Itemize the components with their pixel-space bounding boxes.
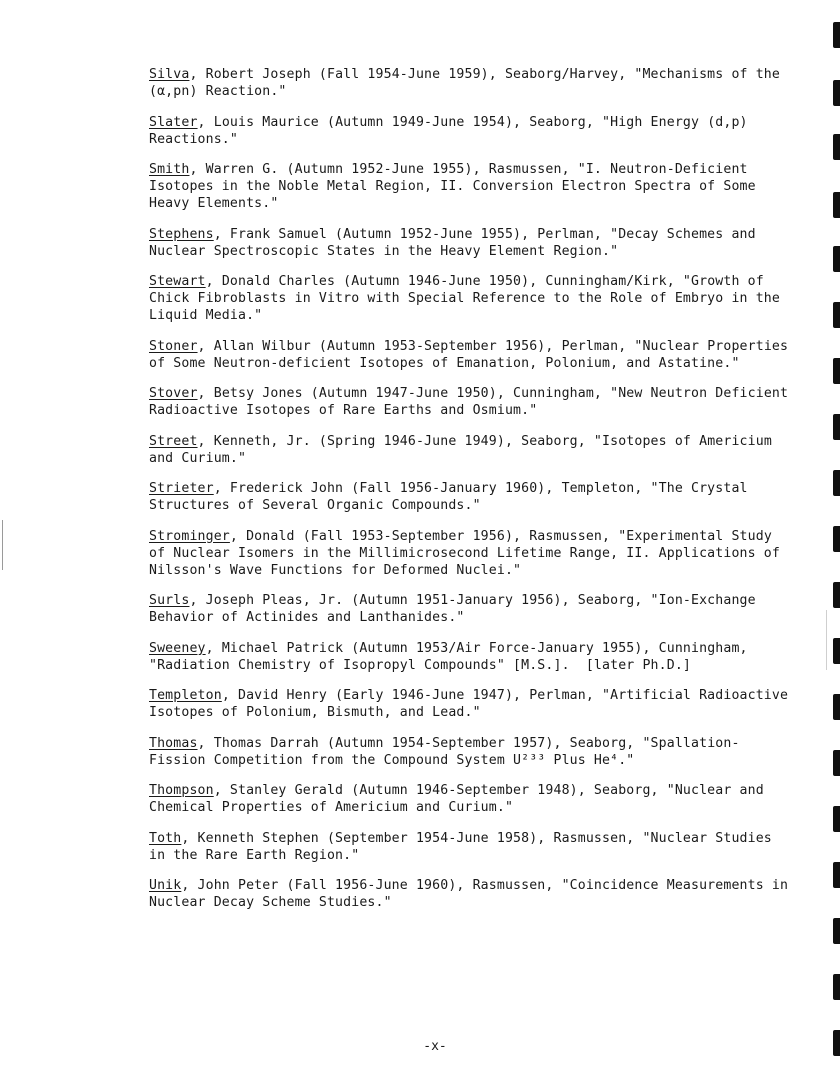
entry-surname: Silva [149, 67, 190, 82]
edge-mark [833, 582, 840, 608]
edge-mark [833, 918, 840, 944]
list-item [149, 226, 789, 260]
entry-surname: Stover [149, 386, 198, 401]
edge-mark [833, 302, 840, 328]
edge-mark [833, 192, 840, 218]
entry-details: , Frederick John (Fall 1956-January 1960), Templeton, "The Crystal Structures of Several Organic Compounds." [149, 481, 756, 513]
entry-surname: Stewart [149, 274, 206, 289]
entry-surname: Strominger [149, 528, 230, 544]
list-item [149, 161, 789, 212]
list-item [149, 830, 789, 864]
edge-mark [833, 862, 840, 888]
edge-mark [833, 358, 840, 384]
edge-mark [833, 22, 840, 48]
edge-mark [833, 694, 840, 720]
entry-surname: Sweeney [149, 640, 206, 656]
entry-details: , Joseph Pleas, Jr. (Autumn 1951-January 1956), Seaborg, "Ion-Exchange Behavior of Actinides and Lanthanides." [149, 593, 764, 625]
entry-surname: Thompson [149, 783, 214, 798]
list-item [149, 687, 797, 721]
edge-mark [833, 414, 840, 440]
entry-surname: Stoner [149, 338, 198, 354]
edge-mark [833, 526, 840, 552]
scan-line [826, 610, 827, 670]
entry-details: , Kenneth, Jr. (Spring 1946-June 1949), Seaborg, "Isotopes of Americium and Curium." [149, 433, 780, 466]
list-item [149, 273, 789, 324]
edge-mark [833, 806, 840, 832]
entry-details: , Frank Samuel (Autumn 1952-June 1955), Perlman, "Decay Schemes and Nuclear Spectroscopic States in the Heavy Element Region." [149, 226, 764, 259]
entry-surname: Street [149, 433, 198, 449]
entry-details: , Donald (Fall 1953-September 1956), Rasmussen, "Experimental Study of Nuclear Isomers in the Millimicrosecond Lifetime Range, II. Applications of Nilsson's Wave Functions for Deformed Nuclei." [149, 528, 789, 578]
edge-mark [833, 470, 840, 496]
entry-details: , Warren G. (Autumn 1952-June 1955), Rasmussen, "I. Neutron-Deficient Isotopes in the Noble Metal Region, II. Conversion Electron Spectra of Some Heavy Elements." [149, 162, 764, 211]
list-item [149, 782, 789, 816]
entry-surname: Smith [149, 162, 190, 177]
entry-details: , Betsy Jones (Autumn 1947-June 1950), Cunningham, "New Neutron Deficient Radioactive Isotopes of Rare Earths and Osmium." [149, 386, 797, 418]
list-item [149, 735, 789, 769]
entry-details: , Robert Joseph (Fall 1954-June 1959), Seaborg/Harvey, "Mechanisms of the (α,pn) Reaction." [149, 67, 789, 99]
entry-surname: Stephens [149, 226, 214, 242]
list-item [149, 480, 789, 514]
entry-details: , Allan Wilbur (Autumn 1953-September 1956), Perlman, "Nuclear Properties of Some Neutron-deficient Isotopes of Emanation, Polonium, and Astatine." [149, 338, 797, 371]
edge-mark [833, 1030, 840, 1056]
list-item [149, 433, 789, 467]
edge-mark [833, 974, 840, 1000]
edge-mark [833, 750, 840, 776]
entry-surname: Surls [149, 593, 190, 608]
entry-surname: Thomas [149, 735, 198, 751]
list-item [149, 66, 789, 100]
entry-details: , Michael Patrick (Autumn 1953/Air Force-January 1955), Cunningham, "Radiation Chemistry of Isopropyl Compounds" [M.S.]. [later Ph.D.] [149, 640, 756, 673]
entry-surname: Unik [149, 878, 182, 893]
edge-mark [833, 638, 840, 664]
entry-details: , Thomas Darrah (Autumn 1954-September 1957), Seaborg, "Spallation-Fission Competition from the Compound System U²³³ Plus He⁴." [149, 735, 740, 768]
entry-details: , Louis Maurice (Autumn 1949-June 1954), Seaborg, "High Energy (d,p) Reactions." [149, 114, 756, 147]
list-item [149, 592, 789, 626]
entry-surname: Toth [149, 830, 182, 846]
entry-details: , John Peter (Fall 1956-June 1960), Rasmussen, "Coincidence Measurements in Nuclear Decay Scheme Studies." [149, 878, 797, 910]
list-item [149, 528, 789, 579]
entry-list [149, 66, 797, 925]
list-item [149, 338, 797, 372]
list-item [149, 640, 789, 674]
entry-details: , Stanley Gerald (Autumn 1946-September 1948), Seaborg, "Nuclear and Chemical Properties of Americium and Curium." [149, 783, 772, 815]
list-item [149, 114, 789, 148]
entry-surname: Strieter [149, 481, 214, 496]
entry-surname: Templeton [149, 688, 222, 703]
list-item [149, 877, 797, 911]
scan-line [2, 520, 3, 570]
entry-details: , Kenneth Stephen (September 1954-June 1958), Rasmussen, "Nuclear Studies in the Rare Earth Region." [149, 830, 780, 863]
entry-surname: Slater [149, 114, 198, 130]
list-item [149, 385, 797, 419]
entry-details: , David Henry (Early 1946-June 1947), Perlman, "Artificial Radioactive Isotopes of Polonium, Bismuth, and Lead." [149, 688, 797, 720]
entry-details: , Donald Charles (Autumn 1946-June 1950), Cunningham/Kirk, "Growth of Chick Fibroblasts in Vitro with Special Reference to the Role of Embryo in the Liquid Media." [149, 274, 789, 323]
edge-mark [833, 134, 840, 160]
edge-mark [833, 80, 840, 106]
page-number: -x- [423, 1039, 447, 1054]
edge-mark [833, 246, 840, 272]
